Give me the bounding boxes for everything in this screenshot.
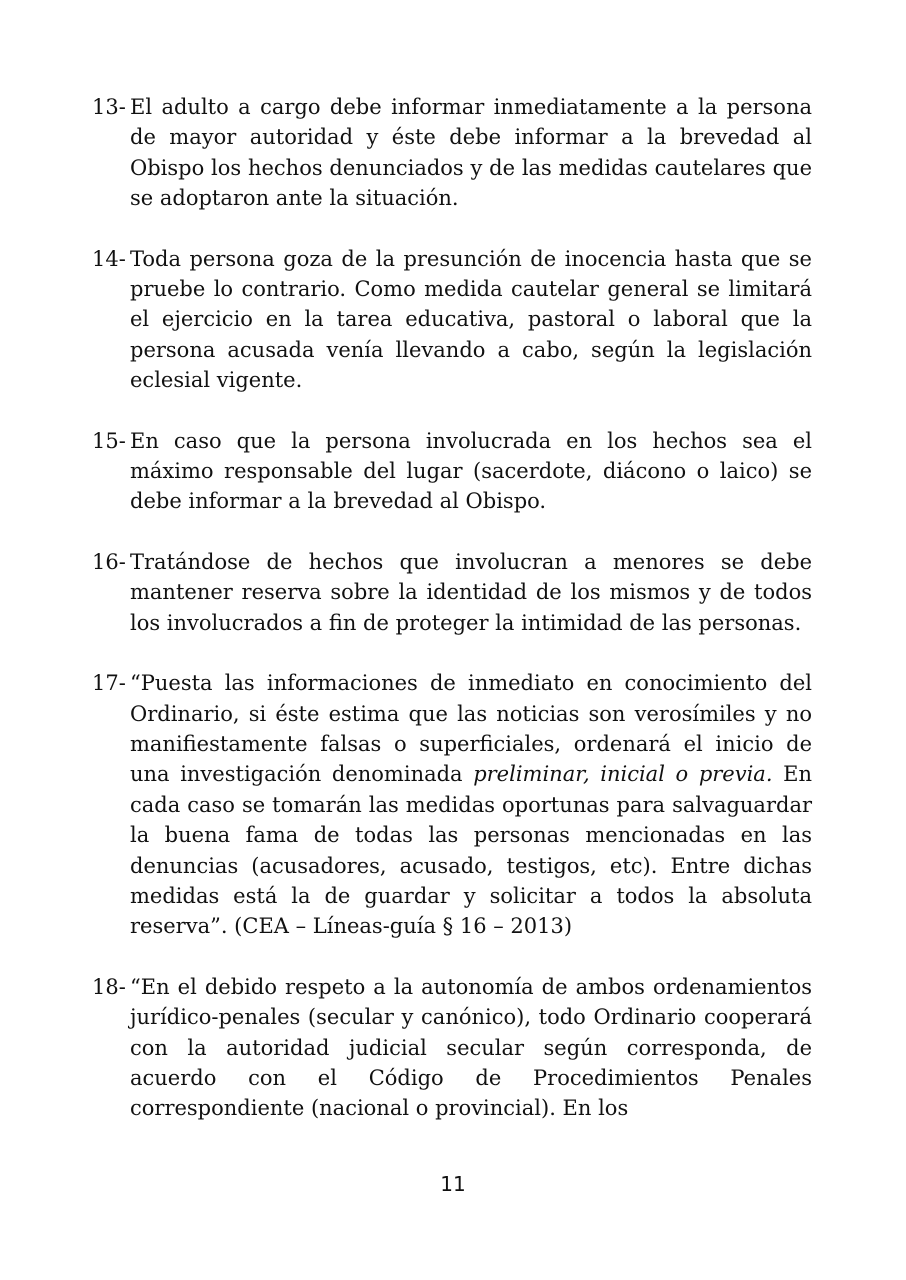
item-number: 18-	[92, 974, 126, 999]
list-item-16	[92, 547, 812, 638]
item-number: 17-	[92, 671, 126, 696]
list-item-17	[92, 668, 812, 942]
item-number: 15-	[92, 428, 126, 453]
item-text-before: “Puesta las informaciones de inmediato en conocimiento del Ordinario, si éste estima que las noticias son verosímiles y no manifiestamente falsas o superficiales, ordenará el inicio de una investigación denominada	[130, 671, 812, 787]
list-item-18	[92, 972, 812, 1124]
item-number: 13-	[92, 95, 126, 119]
item-text-after: En cada caso se tomarán las medidas oportunas para salvaguardar la buena fama de todas las personas mencionadas en las denuncias (acusadores, acusado, testigos, etc). Entre dichas medidas está la de guardar y solicitar a todos la absoluta reserva”. (CEA – Líneas-guía § 16 – 2013)	[130, 762, 812, 939]
document-body	[92, 92, 812, 1154]
item-text: Tratándose de hechos que involucran a menores se debe mantener reserva sobre la identidad de los mismos y de todos los involucrados a fin de proteger la intimidad de las personas.	[130, 549, 812, 635]
item-text: Toda persona goza de la presunción de inocencia hasta que se pruebe lo contrario. Como medida cautelar general se limitará el ejercicio en la tarea educativa, pastoral o laboral que la persona acusada venía llevando a cabo, según la legislación eclesial vigente.	[130, 246, 812, 393]
item-number: 16-	[92, 549, 126, 574]
page-number: 11	[440, 1172, 466, 1196]
list-item-14	[92, 244, 812, 396]
item-text: En caso que la persona involucrada en los hechos sea el máximo responsable del lugar (sacerdote, diácono o laico) se debe informar a la brevedad al Obispo.	[130, 428, 812, 514]
item-number: 14-	[92, 246, 126, 271]
item-text-italic: preliminar, inicial o previa.	[473, 762, 773, 787]
item-text	[130, 668, 812, 942]
list-item-15	[92, 426, 812, 517]
item-text: “En el debido respeto a la autonomía de ambos ordenamientos jurídico-penales (secular y canónico), todo Ordinario cooperará con la autoridad judicial secular según corresponda, de acuerdo con el Código de Procedimientos Penales correspondiente (nacional o provincial). En los	[130, 974, 812, 1121]
list-item-13	[92, 92, 812, 214]
item-text: El adulto a cargo debe informar inmediatamente a la persona de mayor autoridad y éste debe informar a la brevedad al Obispo los hechos denunciados y de las medidas cautelares que se adoptaron ante la situación.	[130, 95, 812, 211]
